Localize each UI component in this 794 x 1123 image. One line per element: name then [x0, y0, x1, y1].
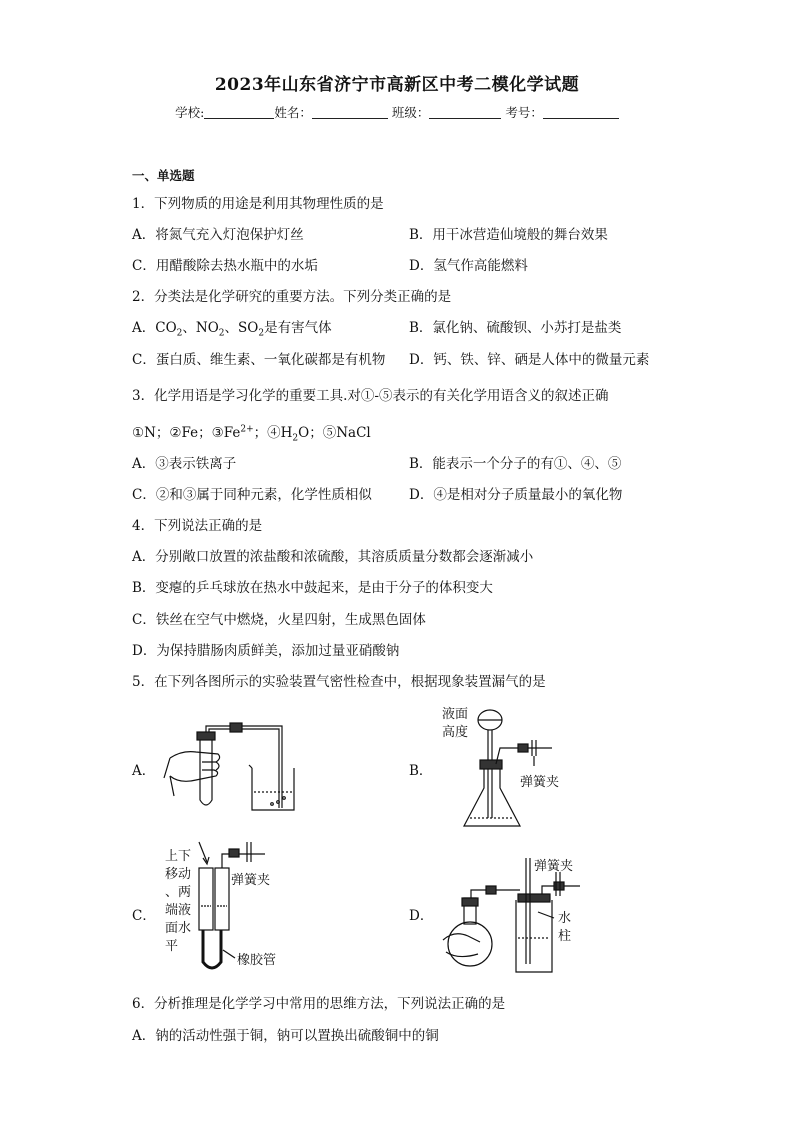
school-blank[interactable] [204, 106, 274, 119]
name-blank[interactable] [312, 106, 388, 119]
q5-option-b-label: B． [409, 763, 433, 779]
q5-option-c-label: C． [132, 908, 156, 924]
q5-c-text-2: 移动 [165, 867, 192, 882]
section-title: 一、单选题 [132, 168, 195, 183]
q5-c-text-4: 端液 [165, 903, 192, 918]
q4-option-b: B．变瘪的乒乓球放在热水中鼓起来，是由于分子的体积变大 [132, 580, 493, 596]
q3-option-b: B．能表示一个分子的有①、④、⑤ [409, 456, 622, 472]
class-blank[interactable] [429, 106, 501, 119]
q5-figure-b [440, 700, 600, 835]
school-label: 学校: [175, 105, 205, 120]
q5-figure-a [160, 718, 300, 818]
q6-option-a: A．钠的活动性强于铜，钠可以置换出硫酸铜中的铜 [132, 1028, 439, 1044]
page-title: 2023年山东省济宁市高新区中考二模化学试题 [214, 75, 580, 95]
q5-b-liquid-label-1: 液面 [442, 707, 469, 722]
q3-symbols: ①N；②Fe；$③Fe^{2+}$；$④H_2O$；⑤NaCl [132, 424, 371, 444]
q5-c-text-5: 面水 [165, 921, 192, 936]
q2-option-d: D．钙、铁、锌、硒是人体中的微量元素 [409, 352, 650, 368]
q4-option-a: A．分别敞口放置的浓盐酸和浓硫酸，其溶质质量分数都会逐渐减小 [132, 549, 534, 565]
q2-stem: 2．分类法是化学研究的重要方法。下列分类正确的是 [132, 289, 452, 305]
q3-stem: 3．化学用语是学习化学的重要工具.对①-⑤表示的有关化学用语含义的叙述正确 [132, 388, 609, 404]
exam-no-blank[interactable] [543, 106, 619, 119]
class-label: 班级： [391, 105, 430, 120]
q5-stem: 5．在下列各图所示的实验装置气密性检查中，根据现象装置漏气的是 [132, 674, 546, 690]
student-info-line [0, 103, 794, 121]
q5-c-clamp-label: 弹簧夹 [231, 873, 271, 888]
q4-option-c: C．铁丝在空气中燃烧，火星四射，生成黑色固体 [132, 612, 426, 628]
name-label: 姓名： [274, 105, 312, 120]
q3-option-d: D．④是相对分子质量最小的氧化物 [409, 487, 623, 503]
q2-option-b: B．氯化钠、硫酸钡、小苏打是盐类 [409, 320, 622, 336]
q1-option-c: C．用醋酸除去热水瓶中的水垢 [132, 258, 318, 274]
q3-option-a: A．③表示铁离子 [132, 456, 237, 472]
q5-d-clamp-label: 弹簧夹 [534, 859, 574, 874]
q3-option-c: C．②和③属于同种元素，化学性质相似 [132, 487, 372, 503]
q4-option-d: D．为保持腊肠肉质鲜美，添加过量亚硝酸钠 [132, 643, 400, 659]
q4-stem: 4．下列说法正确的是 [132, 518, 263, 534]
q5-figure-c [165, 838, 305, 978]
q5-d-water-label-2: 柱 [558, 929, 572, 944]
q1-option-d: D．氢气作高能燃料 [409, 258, 528, 274]
q5-c-text-6: 平 [165, 939, 179, 954]
q2-option-c: C．蛋白质、维生素、一氧化碳都是有机物 [132, 352, 386, 368]
q5-c-text-1: 上下 [165, 849, 192, 864]
q5-d-water-label-1: 水 [558, 911, 572, 926]
q6-stem: 6．分析推理是化学学习中常用的思维方法，下列说法正确的是 [132, 996, 506, 1012]
q5-b-clamp-label: 弹簧夹 [520, 775, 560, 790]
q5-option-a-label: A． [132, 763, 156, 779]
q5-figure-d [438, 852, 618, 977]
q5-option-d-label: D． [409, 908, 434, 924]
exam-no-label: 考号： [505, 105, 543, 120]
q2-option-a: A．$CO_2$、$NO_2$、$SO_2$是有害气体 [132, 320, 332, 339]
q5-c-tube-label: 橡胶管 [237, 953, 277, 968]
q1-option-a: A．将氮气充入灯泡保护灯丝 [132, 227, 304, 243]
q5-c-text-3: 、两 [165, 885, 192, 900]
q1-stem: 1．下列物质的用途是利用其物理性质的是 [132, 196, 384, 212]
q1-option-b: B．用干冰营造仙境般的舞台效果 [409, 227, 608, 243]
q5-b-liquid-label-2: 高度 [442, 725, 469, 740]
